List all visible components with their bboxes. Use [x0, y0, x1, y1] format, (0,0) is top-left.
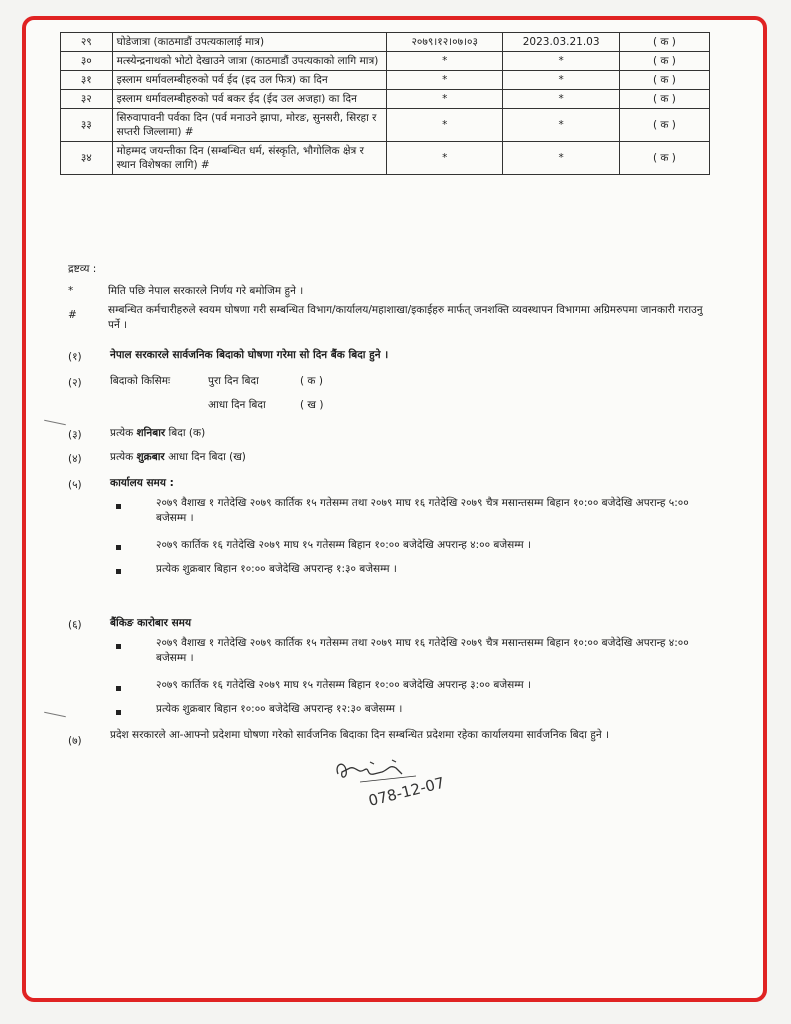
margin-mark	[44, 420, 66, 426]
item-number: (२)	[68, 377, 82, 389]
office-hours-3: प्रत्येक शुक्रबार बिहान १०:०० बजेदेखि अपरान्ह १:३० बजेसम्म ।	[156, 563, 397, 575]
row-holiday-name: मत्स्येन्द्रनाथको भोटो देखाउने जात्रा (काठमाडौं उपत्यकाको लागि मात्र)	[112, 52, 386, 71]
bullet-icon	[116, 710, 121, 715]
banking-hours-title: बैंकिङ कारोबार समय	[110, 617, 192, 629]
row-leave-type: ( क )	[619, 109, 709, 142]
item-3-post: बिदा (क)	[165, 427, 206, 439]
office-hours-title: कार्यालय समय :	[110, 477, 174, 489]
table-row	[61, 90, 710, 109]
notes-heading: द्रष्टव्य :	[68, 263, 97, 275]
table-row	[61, 52, 710, 71]
row-bs-date: *	[387, 142, 503, 175]
row-holiday-name: घोडेजात्रा (काठमाडौं उपत्यकालाई मात्र)	[112, 33, 386, 52]
item-4-post: आधा दिन बिदा (ख)	[164, 451, 246, 463]
row-leave-type: ( क )	[619, 90, 709, 109]
bullet-icon	[116, 545, 121, 550]
item-number: (५)	[68, 479, 82, 491]
star-note: मिति पछि नेपाल सरकारले निर्णय गरे बमोजिम हुने ।	[108, 285, 304, 297]
banking-hours-3: प्रत्येक शुक्रबार बिहान १०:०० बजेदेखि अपरान्ह १२:३० बजेसम्म ।	[156, 703, 403, 715]
row-bs-date: *	[387, 71, 503, 90]
leave-types-label: बिदाको किसिमः	[110, 375, 171, 387]
item-number: (४)	[68, 453, 82, 465]
bullet-icon	[116, 686, 121, 691]
item-3-bold: शनिबार	[136, 427, 166, 439]
bullet-icon	[116, 504, 121, 509]
item-4-bold: शुक्रबार	[136, 451, 165, 463]
full-day-label: पुरा दिन बिदा	[208, 375, 259, 387]
item-3-pre: प्रत्येक	[110, 427, 137, 439]
row-ad-date: 2023.03.21.03	[503, 33, 619, 52]
item-1-text: नेपाल सरकारले सार्वजनिक बिदाको घोषणा गरेमा सो दिन बैंक बिदा हुने ।	[110, 349, 389, 361]
row-bs-date: *	[387, 52, 503, 71]
row-bs-date: *	[387, 90, 503, 109]
row-holiday-name: इस्लाम धर्मावलम्बीहरुको पर्व बकर ईद (ईद उल अजहा) का दिन	[112, 90, 386, 109]
item-number: (७)	[68, 735, 82, 747]
item-3-text	[110, 426, 205, 441]
row-serial: ३४	[61, 142, 113, 175]
row-leave-type: ( क )	[619, 142, 709, 175]
hash-symbol: #	[68, 309, 77, 321]
row-serial: ३१	[61, 71, 113, 90]
row-leave-type: ( क )	[619, 33, 709, 52]
row-serial: ३०	[61, 52, 113, 71]
row-ad-date: *	[503, 52, 619, 71]
handwritten-signature	[330, 752, 470, 812]
row-bs-date: २०७९।१२।०७।०३	[387, 33, 503, 52]
row-ad-date: *	[503, 109, 619, 142]
banking-hours-1: २०७९ वैशाख १ गतेदेखि २०७९ कार्तिक १५ गतेसम्म तथा २०७९ माघ १६ गतेदेखि २०७९ चैत्र मसान्तसम्म बिहान १०:०० बजेदेखि अपरान्ह ४:०० बजेसम्म ।	[156, 637, 689, 664]
table-row	[61, 109, 710, 142]
row-ad-date: *	[503, 142, 619, 175]
row-leave-type: ( क )	[619, 52, 709, 71]
bullet-icon	[116, 644, 121, 649]
row-ad-date: *	[503, 90, 619, 109]
row-holiday-name: सिरुवापावनी पर्वका दिन (पर्व मनाउने झापा, मोरङ, सुनसरी, सिरहा र सप्तरी जिल्लामा) #	[112, 109, 386, 142]
office-hours-1: २०७९ वैशाख १ गतेदेखि २०७९ कार्तिक १५ गतेसम्म तथा २०७९ माघ १६ गतेदेखि २०७९ चैत्र मसान्तसम्म बिहान १०:०० बजेदेखि अपरान्ह ५:०० बजेसम्म ।	[156, 497, 689, 524]
margin-mark	[44, 712, 66, 718]
row-serial: ३३	[61, 109, 113, 142]
office-hours-2: २०७९ कार्तिक १६ गतेदेखि २०७९ माघ १५ गतेसम्म बिहान १०:०० बजेदेखि अपरान्ह ४:०० बजेसम्म ।	[156, 539, 531, 551]
item-7-text: प्रदेश सरकारले आ-आफ्नो प्रदेशमा घोषणा गरेको सार्वजनिक बिदाका दिन सम्बन्धित प्रदेशमा रहेका कार्यालयमा सार्वजनिक बिदा हुने ।	[110, 729, 610, 741]
row-serial: २९	[61, 33, 113, 52]
full-day-code: ( क )	[300, 375, 323, 387]
signature-scribble-icon	[330, 752, 470, 812]
half-day-code: ( ख )	[300, 399, 324, 411]
item-number: (३)	[68, 429, 82, 441]
bullet-icon	[116, 569, 121, 574]
star-symbol: *	[68, 285, 74, 297]
half-day-label: आधा दिन बिदा	[208, 399, 266, 411]
row-holiday-name: इस्लाम धर्मावलम्बीहरुको पर्व ईद (इद उल फित्र) का दिन	[112, 71, 386, 90]
signature-date: 078-12-07	[366, 773, 447, 810]
item-number: (६)	[68, 619, 82, 631]
item-number: (१)	[68, 351, 82, 363]
hash-note: सम्बन्धित कर्मचारीहरुले स्वयम घोषणा गरी सम्बन्धित विभाग/कार्यालय/महाशाखा/इकाईहरु मार्फत् जनशक्ति व्यवस्थापन विभागमा अग्रिमरुपमा जानकारी गराउनु पर्ने ।	[108, 304, 703, 331]
row-holiday-name: मोहम्मद जयन्तीका दिन (सम्बन्धित धर्म, संस्कृति, भौगोलिक क्षेत्र र स्थान विशेषका लागि) #	[112, 142, 386, 175]
holiday-table	[60, 32, 710, 175]
row-leave-type: ( क )	[619, 71, 709, 90]
row-bs-date: *	[387, 109, 503, 142]
banking-hours-2: २०७९ कार्तिक १६ गतेदेखि २०७९ माघ १५ गतेसम्म बिहान १०:०० बजेदेखि अपरान्ह ३:०० बजेसम्म ।	[156, 679, 531, 691]
row-ad-date: *	[503, 71, 619, 90]
item-4-text	[110, 450, 246, 465]
row-serial: ३२	[61, 90, 113, 109]
item-4-pre: प्रत्येक	[110, 451, 137, 463]
holiday-table-body	[61, 33, 710, 175]
table-row	[61, 142, 710, 175]
table-row	[61, 71, 710, 90]
table-row	[61, 33, 710, 52]
